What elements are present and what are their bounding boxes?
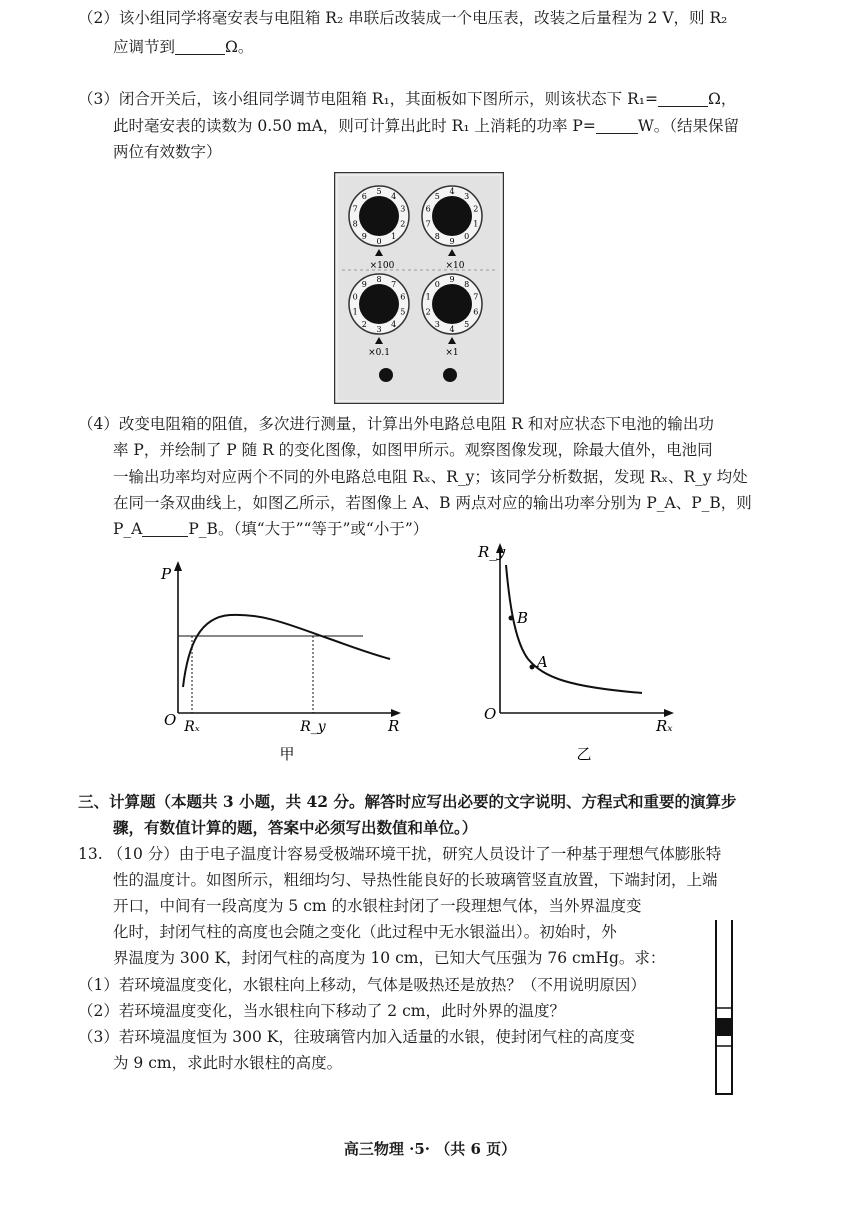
dial-digit: 2	[361, 320, 367, 330]
dial-digit: 5	[464, 320, 470, 330]
q2-line2-text: 应调节到	[113, 38, 176, 56]
q3-line2-text: 此时毫安表的读数为 0.50 mA，则可计算出此时 R₁ 上消耗的功率 P=	[113, 117, 596, 135]
q2-line1: （2）该小组同学将毫安表与电阻箱 R₂ 串联后改装成一个电压表，改装之后量程为 2 V，则 R₂	[78, 9, 728, 27]
power-curve	[183, 615, 390, 687]
dial-digit: 7	[425, 219, 431, 229]
q4-line3: 一输出功率均对应两个不同的外电路总电阻 Rₓ、R_y；该同学分析数据，发现 Rₓ、R_y 均处	[113, 468, 748, 486]
dial-digit: 3	[434, 320, 440, 330]
dial-digit: 6	[473, 307, 479, 317]
dial-digit: 8	[352, 219, 358, 229]
q13-line3: 开口，中间有一段高度为 5 cm 的水银柱封闭了一段理想气体，当外界温度变	[113, 897, 642, 915]
q13-line4: 化时，封闭气柱的高度也会随之变化（此过程中无水银溢出）。初始时，外	[113, 923, 617, 941]
dial-digit: 8	[464, 279, 470, 289]
origin-label: O	[164, 711, 177, 729]
dial-digit: 1	[473, 219, 479, 229]
point-b-label: B	[517, 609, 529, 627]
multiplier-x10: ×10	[445, 261, 465, 271]
q2-line2-unit: Ω。	[225, 38, 254, 56]
dial-digit: 9	[449, 275, 455, 284]
dial-digit: 3	[464, 191, 470, 201]
dial-digit: 2	[473, 204, 479, 214]
q3-line1	[78, 89, 736, 109]
dial-digit: 9	[449, 237, 455, 246]
dial-digit: 8	[376, 275, 382, 284]
q13-sub3a: （3）若环境温度恒为 300 K，往玻璃管内加入适量的水银，使封闭气柱的高度变	[78, 1028, 635, 1046]
dial-digit: 0	[464, 232, 470, 242]
dial-digit: 7	[391, 279, 397, 289]
hyperbola-curve	[506, 565, 642, 693]
dial-digit: 5	[434, 191, 440, 201]
q13-sub1: （1）若环境温度变化，水银柱向上移动，气体是吸热还是放热？（不用说明原因）	[78, 976, 646, 994]
dial-digit: 6	[400, 292, 406, 302]
x-axis-label: Rₓ	[656, 717, 673, 735]
dial-digit: 0	[376, 237, 382, 246]
point-a	[530, 665, 535, 670]
tick-ry: R_y	[300, 719, 326, 735]
multiplier-x100: ×100	[369, 261, 395, 271]
dial-digit: 4	[449, 187, 455, 196]
q13-line5: 界温度为 300 K，封闭气柱的高度为 10 cm，已知大气压强为 76 cmHg。求：	[113, 949, 666, 967]
dial-digit: 5	[400, 307, 406, 317]
dial-digit: 4	[449, 325, 455, 334]
dial-digit: 1	[391, 232, 397, 242]
point-a-label: A	[537, 653, 548, 671]
q4-pa: P_A	[113, 520, 143, 538]
q4-line4: 在同一条双曲线上，如图乙所示，若图像上 A、B 两点对应的输出功率分别为 P_A、P_B，则	[113, 494, 752, 512]
dial-digit: 0	[352, 292, 358, 302]
q2-line2	[113, 37, 253, 57]
dial-digit: 2	[400, 219, 406, 229]
multiplier-x1: ×1	[445, 348, 459, 358]
dial-digit: 6	[361, 191, 367, 201]
dial-digit: 4	[391, 191, 397, 201]
origin-label: O	[484, 705, 497, 723]
dial-digit: 8	[434, 232, 440, 242]
multiplier-x0.1: ×0.1	[368, 348, 390, 358]
answer-blank	[175, 38, 225, 55]
y-axis-label: P	[161, 565, 172, 583]
q3-line1-text: （3）闭合开关后，该小组同学调节电阻箱 R₁，其面板如下图所示，则该状态下 R₁=	[78, 90, 658, 108]
q4-pb: P_B。（填“大于”“等于”或“小于”）	[188, 520, 429, 538]
q13-sub2: （2）若环境温度变化，当水银柱向下移动了 2 cm，此时外界的温度？	[78, 1002, 565, 1020]
q13-line2: 性的温度计。如图所示，粗细均匀、导热性能良好的长玻璃管竖直放置，下端封闭，上端	[113, 871, 718, 889]
dial-digit: 7	[352, 204, 358, 214]
dial-digit: 3	[376, 325, 382, 334]
dial-digit: 4	[391, 320, 397, 330]
dial-digit: 3	[400, 204, 406, 214]
q3-line2-unit: W。（结果保留	[637, 117, 740, 135]
dial-digit: 2	[425, 307, 431, 317]
dial-digit: 6	[425, 204, 431, 214]
terminal-right	[443, 368, 457, 382]
dial-digit: 5	[376, 187, 382, 196]
section3-line2: 骤，有数值计算的题，答案中必须写出数值和单位。）	[113, 818, 478, 837]
terminal-left	[379, 368, 393, 382]
caption-jia: 甲	[279, 745, 295, 763]
x-axis-label: R	[388, 717, 400, 735]
q3-line2	[113, 116, 739, 136]
answer-blank	[142, 520, 188, 537]
glass-tube	[716, 920, 732, 1094]
point-b	[509, 616, 514, 621]
dial-digit: 1	[352, 307, 358, 317]
dial-digit: 9	[361, 279, 367, 289]
section3-line1: 三、计算题（本题共 3 小题，共 42 分。解答时应写出必要的文字说明、方程式和重要的演算步	[78, 792, 737, 811]
answer-blank	[596, 117, 638, 134]
resistance-box-panel	[334, 172, 504, 404]
graph-jia	[150, 555, 410, 765]
q13-sub3b: 为 9 cm，求此时水银柱的高度。	[113, 1054, 343, 1072]
q4-line5	[113, 519, 428, 539]
q4-line2: 率 P，并绘制了 P 随 R 的变化图像，如图甲所示。观察图像发现，除最大值外，电池同	[113, 441, 713, 459]
dial-digit: 0	[434, 279, 440, 289]
q3-line3: 两位有效数字）	[113, 143, 222, 161]
graph-yi	[470, 535, 690, 765]
answer-blank	[658, 90, 708, 107]
dial-digit: 7	[473, 292, 479, 302]
q13-line1: 13. （10 分）由于电子温度计容易受极端环境干扰，研究人员设计了一种基于理想气体膨胀特	[78, 845, 722, 863]
y-axis-label: R_y	[478, 543, 506, 561]
page-footer: 高三物理 ·5· （共 6 页）	[343, 1140, 517, 1158]
dial-digit: 9	[361, 232, 367, 242]
tick-rx: Rₓ	[184, 719, 200, 735]
caption-yi: 乙	[576, 745, 592, 763]
glass-tube-figure	[706, 918, 742, 1100]
dial-digit: 1	[425, 292, 431, 302]
mercury-column	[716, 1018, 732, 1036]
q4-line1: （4）改变电阻箱的阻值，多次进行测量，计算出外电路总电阻 R 和对应状态下电池的输出功	[78, 415, 714, 433]
q3-line1-unit: Ω，	[707, 90, 737, 108]
